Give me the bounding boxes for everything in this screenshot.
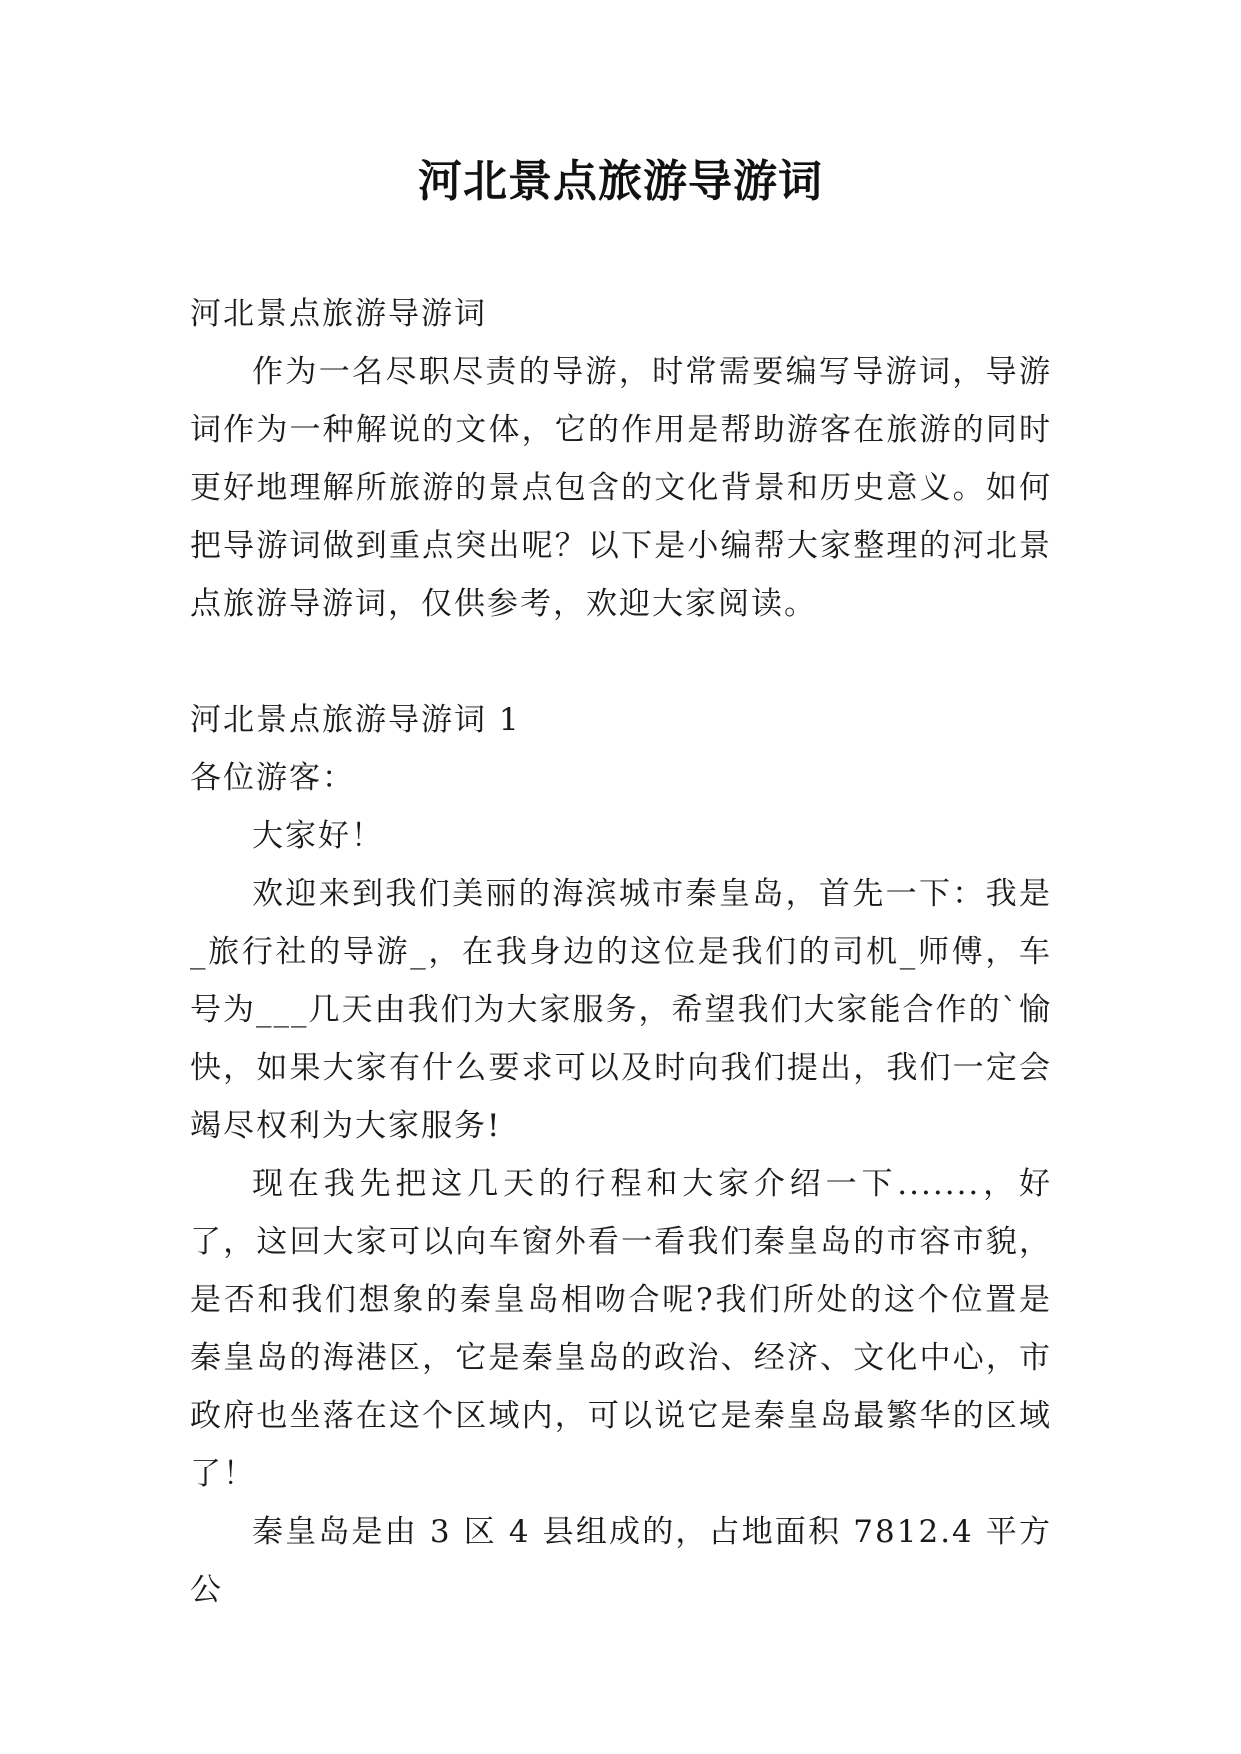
section-heading: 河北景点旅游导游词 1 (190, 702, 521, 738)
salutation-paragraph: 各位游客： (190, 760, 355, 796)
greeting-paragraph: 大家好！ (252, 818, 384, 854)
subtitle-paragraph: 河北景点旅游导游词 (190, 296, 487, 332)
area-paragraph: 秦皇岛是由 3 区 4 县组成的，占地面积 7812.4 平方公 (190, 1514, 1052, 1608)
intro-paragraph: 作为一名尽职尽责的导游，时常需要编写导游词，导游词作为一种解说的文体，它的作用是帮助游客在旅游的同时更好地理解所旅游的景点包含的文化背景和历史意义。如何把导游词做到重点突出呢？以下是小编帮大家整理的河北景点旅游导游词，仅供参考，欢迎大家阅读。 (190, 354, 1052, 622)
welcome-paragraph: 欢迎来到我们美丽的海滨城市秦皇岛，首先一下：我是_旅行社的导游_，在我身边的这位是我们的司机_师傅，车号为___几天由我们为大家服务，希望我们大家能合作的`愉快，如果大家有什么要求可以及时向我们提出，我们一定会竭尽权利为大家服务! (190, 876, 1052, 1144)
document-body (190, 285, 1052, 1619)
document-title: 河北景点旅游导游词 (418, 156, 823, 207)
itinerary-paragraph: 现在我先把这几天的行程和大家介绍一下.......，好了，这回大家可以向车窗外看一看我们秦皇岛的市容市貌，是否和我们想象的秦皇岛相吻合呢?我们所处的这个位置是秦皇岛的海港区，它是秦皇岛的政治、经济、文化中心，市政府也坐落在这个区域内，可以说它是秦皇岛最繁华的区域了！ (190, 1166, 1052, 1492)
